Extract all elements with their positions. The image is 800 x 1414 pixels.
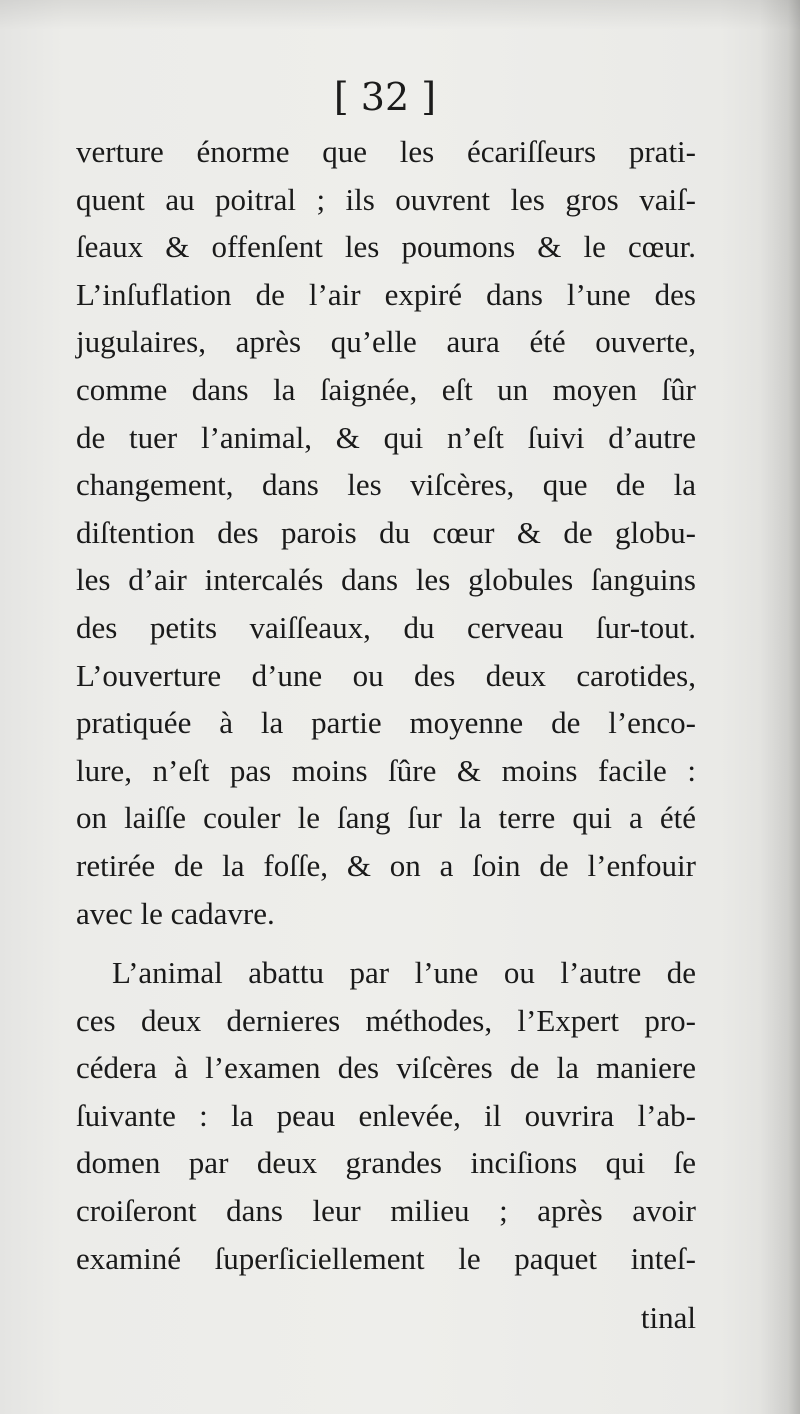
text-line: diſtention des parois du cœur & de globu-: [76, 514, 696, 550]
text-line: avec le cadavre.: [76, 895, 275, 931]
text-line: ſeaux & offenſent les poumons & le cœur.: [76, 229, 696, 265]
text-line: jugulaires, après qu’elle aura été ouverte,: [76, 324, 696, 360]
text-line: ces deux dernieres méthodes, l’Expert pro-: [76, 1002, 696, 1038]
text-line: L’animal abattu par l’une ou l’autre de: [112, 955, 696, 990]
page-top-shadow: [0, 0, 800, 30]
text-line: quent au poitral ; ils ouvrent les gros vaiſ-: [76, 181, 696, 217]
text-line: lure, n’eſt pas moins ſûre & moins facile :: [76, 752, 696, 788]
paragraph-2: [76, 949, 696, 1282]
text-line: L’ouverture d’une ou des deux carotides,: [76, 657, 696, 693]
text-line: cédera à l’examen des viſcères de la maniere: [76, 1050, 696, 1086]
catchword: tinal: [640, 1300, 696, 1335]
text-line: domen par deux grandes inciſions qui ſe: [76, 1145, 696, 1181]
text-line: changement, dans les viſcères, que de la: [76, 467, 696, 503]
text-line: de tuer l’animal, & qui n’eſt ſuivi d’autre: [76, 419, 696, 455]
text-line: ſuivante : la peau enlevée, il ouvrira l’ab-: [76, 1097, 696, 1133]
text-line: L’inſuflation de l’air expiré dans l’une des: [76, 276, 696, 312]
page-number: [ 32 ]: [333, 75, 437, 119]
text-line: retirée de la foſſe, & on a ſoin de l’enfouir: [76, 847, 696, 883]
text-line: les d’air intercalés dans les globules ſanguins: [76, 562, 696, 598]
page-edge-shadow: [760, 0, 800, 1414]
text-line: examiné ſuperſiciellement le paquet inteſ-: [76, 1240, 696, 1276]
text-line: verture énorme que les écariſſeurs prati-: [76, 134, 696, 169]
paragraph-1: [76, 128, 696, 937]
text-line: comme dans la ſaignée, eſt un moyen ſûr: [76, 371, 696, 407]
text-line: des petits vaiſſeaux, du cerveau ſur-tout.: [76, 609, 696, 645]
text-line: croiſeront dans leur milieu ; après avoir: [76, 1192, 696, 1228]
text-line: pratiquée à la partie moyenne de l’enco-: [76, 705, 696, 741]
text-line: on laiſſe couler le ſang ſur la terre qui a été: [76, 800, 696, 836]
